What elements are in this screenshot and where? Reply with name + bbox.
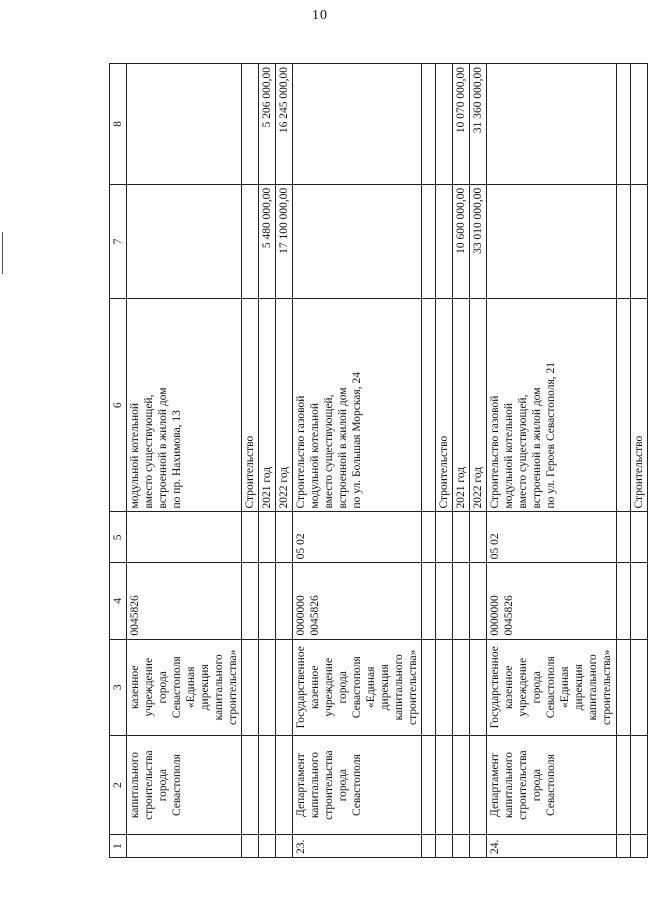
table-row-empty [422,64,436,858]
table-row-item-24 [487,64,616,858]
cell-code: 0000000 0045826 [487,563,616,639]
header-cell: 7 [110,184,127,298]
cell-recipient: Департамент капитального строительства города Севастополя [487,736,616,835]
header-row [110,64,127,858]
header-cell: 8 [110,64,127,185]
amount-limit: 5 206 000,00 [259,64,276,185]
header-cell: 5 [110,512,127,563]
header-cell: 6 [110,299,127,512]
header-cell: 4 [110,563,127,639]
table-row-year [470,64,487,858]
binding-mark [2,232,3,274]
cell-estimate [293,184,422,298]
header-cell: 2 [110,736,127,835]
amount-limit: 16 245 000,00 [276,64,293,185]
cell-section: 05 02 [487,512,616,563]
cell-section: 05 02 [293,512,422,563]
table-row-type [436,64,453,858]
amount-limit: 31 360 000,00 [470,64,487,185]
cell-section [127,512,242,563]
amount-estimate: 17 100 000,00 [276,184,293,298]
work-type: Строительство [436,299,453,512]
table-row-type [630,64,647,858]
table-row-year [259,64,276,858]
cell-customer: Государственное казенное учреждение города Севастополя «Единая дирекция капитального строительства» [487,639,616,736]
amount-limit: 10 070 000,00 [453,64,470,185]
cell-recipient: Департамент капитального строительства города Севастополя [293,736,422,835]
year-label: 2021 год [259,299,276,512]
cell-object: Строительство газовой модульной котельной вместо существующей, встроенной в жилой дом по ул. Героев Севастополя, 21 [487,299,616,512]
cell-num: 24. [487,835,616,858]
year-label: 2022 год [470,299,487,512]
year-label: 2021 год [453,299,470,512]
cell-limit [293,64,422,185]
amount-estimate: 33 010 000,00 [470,184,487,298]
table-row-type [242,64,259,858]
amount-estimate: 5 480 000,00 [259,184,276,298]
cell-code: 0045826 [127,563,242,639]
cell-customer: Государственное казенное учреждение города Севастополя «Единая дирекция капитального строительства» [293,639,422,736]
table-row-cont-main [127,64,242,858]
header-cell: 1 [110,835,127,858]
header-cell: 3 [110,639,127,736]
table-row-year [276,64,293,858]
amount-estimate: 10 600 000,00 [453,184,470,298]
cell-num: 23. [293,835,422,858]
table-row-year [453,64,470,858]
table-row-empty [616,64,630,858]
cell-customer: казенное учреждение города Севастополя «Единая дирекция капитального строительства» [127,639,242,736]
work-type: Строительство [242,299,259,512]
year-label: 2022 год [276,299,293,512]
cell-limit [127,64,242,185]
rotated-table-wrapper [109,63,645,858]
table-row-item-23 [293,64,422,858]
cell-num [127,835,242,858]
cell-limit [487,64,616,185]
page-number: 10 [312,8,328,23]
cell-object: модульной котельной вместо существующей, встроенной в жилой дом по пр. Нахимова, 13 [127,299,242,512]
cell-estimate [487,184,616,298]
cell-recipient: капитального строительства города Севастополя [127,736,242,835]
cell-estimate [127,184,242,298]
cell-object: Строительство газовой модульной котельной вместо существующей, встроенной в жилой дом по ул. Большая Морская, 24 [293,299,422,512]
cell-code: 0000000 0045826 [293,563,422,639]
investment-table [109,63,648,858]
work-type: Строительство [630,299,647,512]
